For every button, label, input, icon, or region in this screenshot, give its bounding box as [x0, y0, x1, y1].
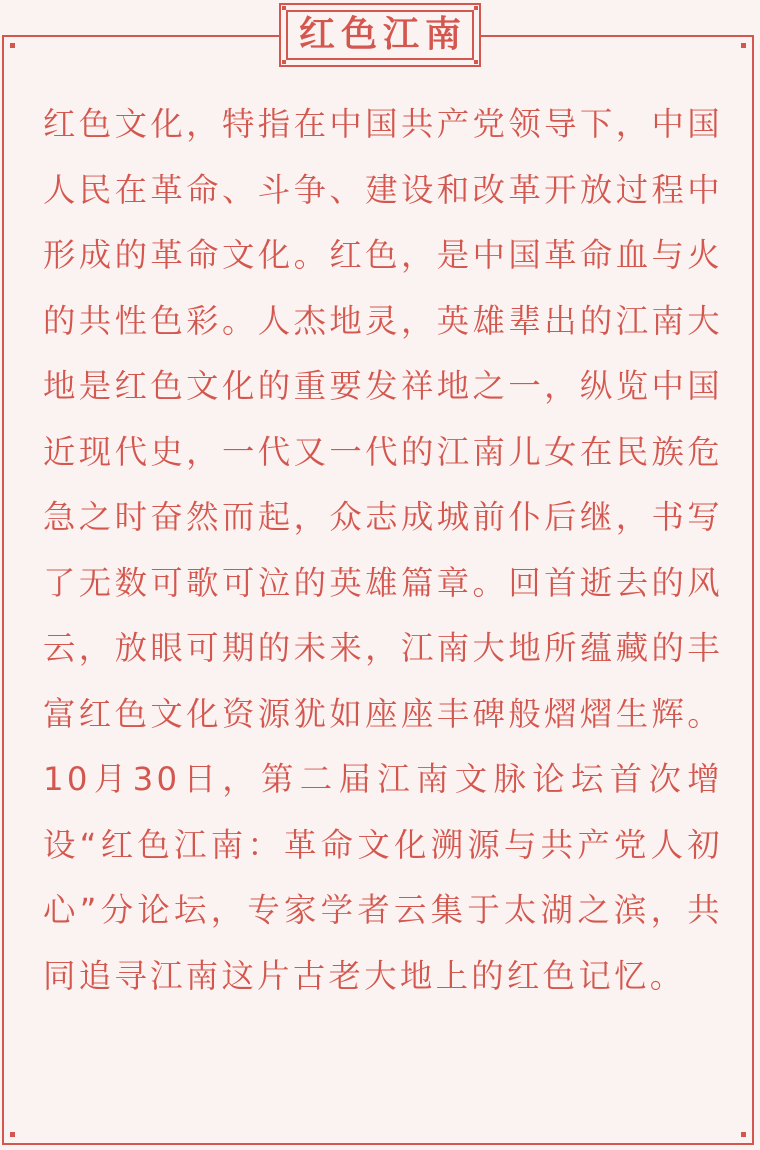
title-corner-ornament: [474, 6, 478, 10]
title-inner-border: [286, 10, 474, 60]
frame-corner-ornament: [741, 1132, 746, 1137]
body-paragraph: 红色文化，特指在中国共产党领导下，中国人民在革命、斗争、建设和改革开放过程中形成的革命文化。红色，是中国革命血与火的共性色彩。人杰地灵，英雄辈出的江南大地是红色文化的重要发祥地之一，纵览中国近现代史，一代又一代的江南儿女在民族危急之时奋然而起，众志成城前仆后继，书写了无数可歌可泣的英雄篇章。回首逝去的风云，放眼可期的未来，江南大地所蕴藏的丰富红色文化资源犹如座座丰碑般熠熠生辉。10月30日，第二届江南文脉论坛首次增设“红色江南：革命文化溯源与共产党人初心”分论坛，专家学者云集于太湖之滨，共同追寻江南这片古老大地上的红色记忆。: [43, 105, 723, 995]
frame-corner-ornament: [10, 1132, 15, 1137]
page-title: 红色江南: [298, 14, 467, 55]
title-banner: [279, 3, 481, 67]
title-corner-ornament: [474, 60, 478, 64]
frame-corner-ornament: [741, 43, 746, 48]
title-corner-ornament: [282, 60, 286, 64]
frame-corner-ornament: [10, 43, 15, 48]
